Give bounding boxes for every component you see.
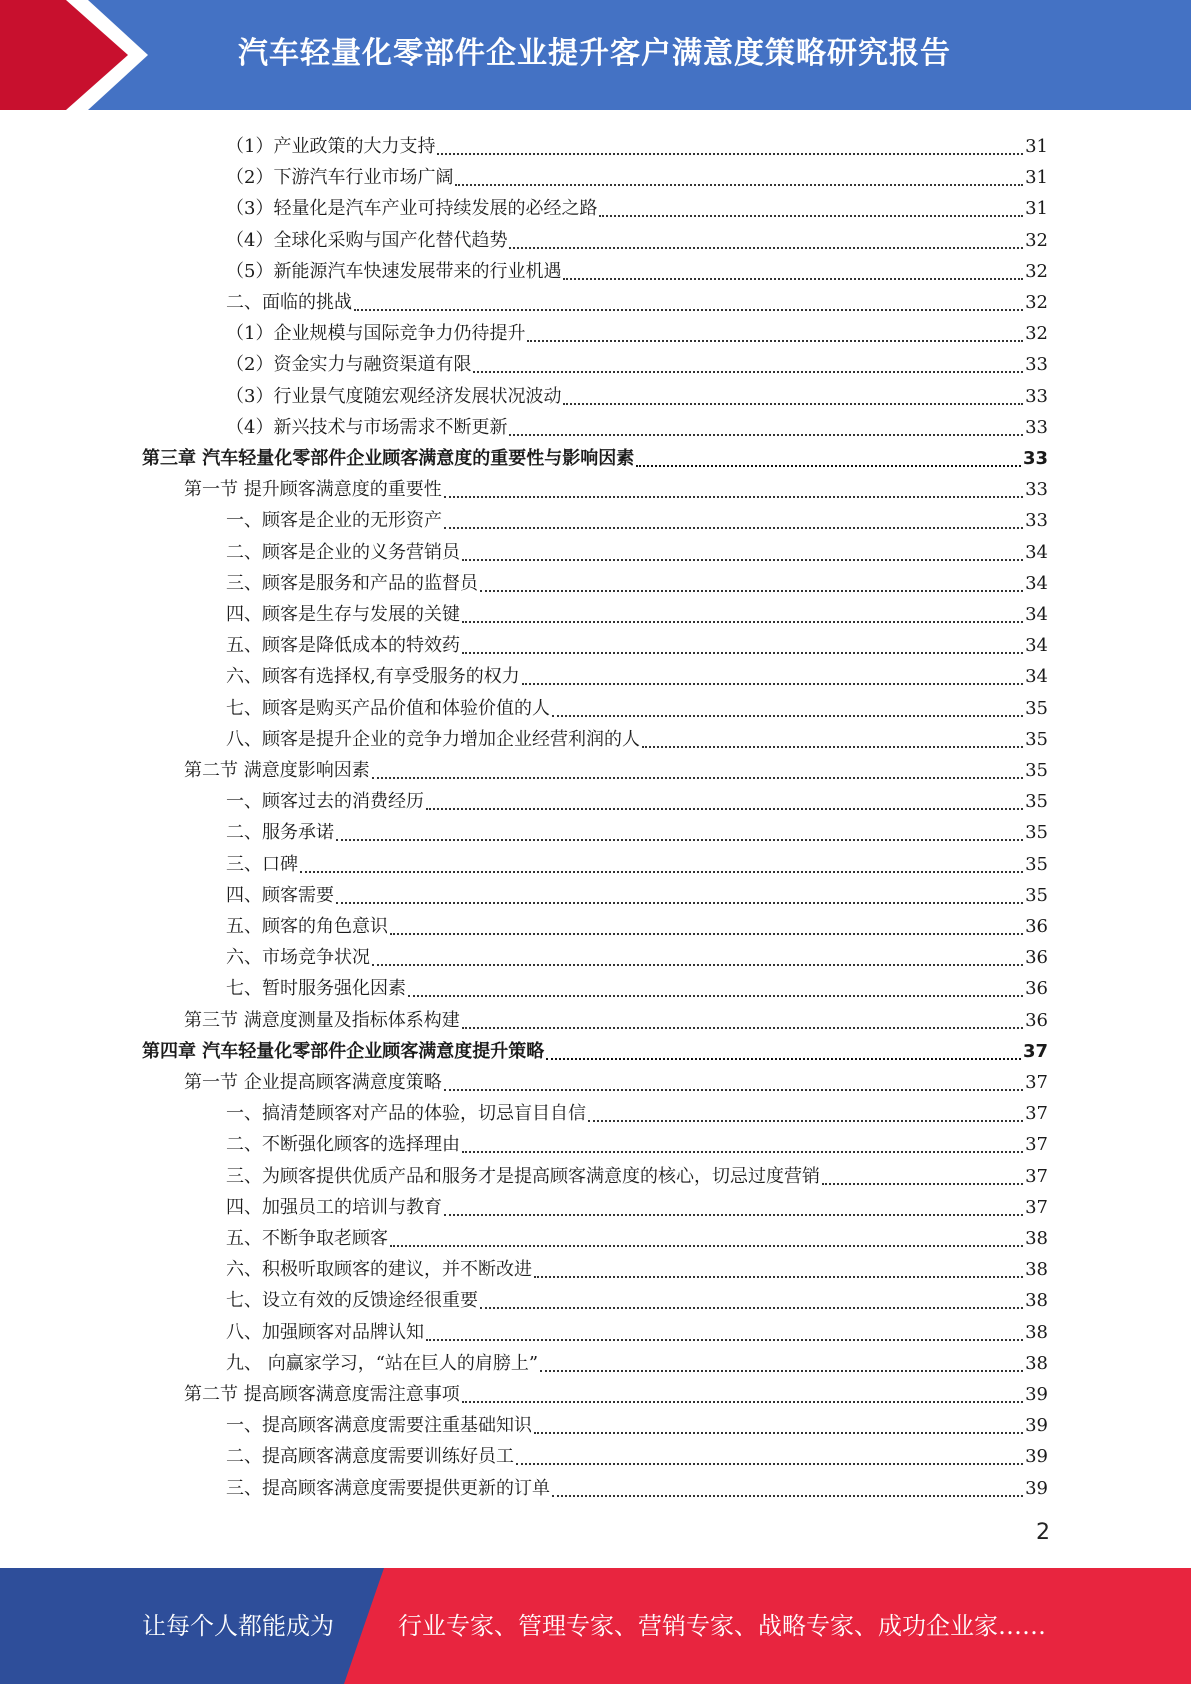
toc-entry-title: 三、提高顾客满意度需要提供更新的订单 — [226, 1477, 550, 1499]
toc-entry-page: 35 — [1025, 853, 1048, 875]
toc-entry-title: 五、顾客的角色意识 — [226, 916, 388, 937]
toc-entry[interactable] — [226, 939, 1048, 970]
toc-entry[interactable] — [226, 565, 1048, 596]
toc-entry-page: 34 — [1025, 635, 1048, 657]
toc-dot-leader — [372, 776, 1023, 779]
toc-entry[interactable] — [226, 1158, 1048, 1189]
toc-entry-page: 35 — [1025, 791, 1048, 813]
toc-entry[interactable] — [226, 908, 1048, 939]
toc-entry[interactable] — [226, 409, 1048, 440]
toc-dot-leader — [822, 1182, 1023, 1185]
toc-entry-title: 三、顾客是服务和产品的监督员 — [226, 572, 478, 594]
toc-entry-title: 六、积极听取顾客的建议，并不断改进 — [226, 1259, 532, 1281]
toc-entry-page: 35 — [1025, 760, 1048, 781]
page-footer — [0, 1568, 1191, 1684]
toc-dot-leader — [444, 1213, 1023, 1216]
toc-entry[interactable] — [184, 471, 1048, 502]
toc-dot-leader — [540, 1369, 1023, 1372]
toc-entry-title: 一、搞清楚顾客对产品的体验，切忌盲目自信 — [226, 1103, 586, 1125]
toc-dot-leader — [563, 402, 1023, 405]
toc-entry-page: 32 — [1025, 260, 1048, 282]
toc-entry[interactable] — [226, 1220, 1048, 1251]
toc-entry-page: 31 — [1025, 136, 1048, 157]
toc-entry-title: 五、顾客是降低成本的特效药 — [226, 635, 460, 657]
toc-entry-page: 37 — [1025, 1196, 1048, 1218]
page-number: 2 — [1036, 1520, 1050, 1545]
toc-dot-leader — [534, 1431, 1023, 1434]
toc-dot-leader — [588, 1119, 1023, 1122]
footer-slogan-right: 行业专家、管理专家、营销专家、战略专家、成功企业家…… — [398, 1612, 1046, 1640]
toc-dot-leader — [534, 1275, 1023, 1278]
toc-entry[interactable] — [226, 346, 1048, 377]
toc-entry-page: 35 — [1025, 697, 1048, 719]
toc-entry[interactable] — [226, 222, 1048, 253]
toc-entry-title: 八、加强顾客对品牌认知 — [226, 1321, 424, 1343]
toc-entry-title: （1）产业政策的大力支持 — [226, 136, 436, 157]
toc-entry-page: 33 — [1025, 479, 1048, 501]
toc-entry-title: 一、提高顾客满意度需要注重基础知识 — [226, 1415, 532, 1437]
toc-entry-page: 35 — [1025, 822, 1048, 844]
toc-dot-leader — [462, 651, 1023, 654]
toc-entry[interactable] — [226, 1438, 1048, 1469]
toc-entry-title: 一、顾客过去的消费经历 — [226, 791, 424, 813]
header-red-arrow-icon — [0, 0, 160, 110]
toc-entry-page: 39 — [1025, 1446, 1048, 1468]
toc-entry-title: 二、顾客是企业的义务营销员 — [226, 541, 460, 563]
toc-dot-leader — [390, 1244, 1023, 1247]
toc-entry-title: 第三章 汽车轻量化零部件企业顾客满意度的重要性与影响因素 — [142, 448, 635, 469]
toc-dot-leader — [480, 1306, 1023, 1309]
toc-entry-title: 三、为顾客提供优质产品和服务才是提高顾客满意度的核心，切忌过度营销 — [226, 1165, 820, 1187]
toc-entry-page: 39 — [1025, 1415, 1048, 1437]
toc-entry[interactable] — [226, 970, 1048, 1001]
toc-entry[interactable] — [226, 846, 1048, 877]
toc-entry-page: 38 — [1025, 1259, 1048, 1281]
toc-entry[interactable] — [226, 284, 1048, 315]
footer-slogan-left: 让每个人都能成为 — [142, 1612, 334, 1640]
toc-entry[interactable] — [184, 1064, 1048, 1095]
toc-entry-title: 第二节 提高顾客满意度需注意事项 — [184, 1384, 460, 1405]
toc-dot-leader — [444, 1088, 1023, 1091]
toc-dot-leader — [509, 246, 1023, 249]
toc-entry[interactable] — [226, 1189, 1048, 1220]
toc-entry-title: 二、服务承诺 — [226, 822, 334, 844]
toc-dot-leader — [546, 1057, 1021, 1060]
toc-entry-title: 第四章 汽车轻量化零部件企业顾客满意度提升策略 — [142, 1040, 545, 1062]
toc-entry-title: 七、设立有效的反馈途经很重要 — [226, 1290, 478, 1312]
toc-entry-title: （4）全球化采购与国产化替代趋势 — [226, 229, 508, 251]
toc-dot-leader — [444, 495, 1023, 498]
toc-entry-title: 第二节 满意度影响因素 — [184, 760, 370, 781]
toc-entry-title: （1）企业规模与国际竞争力仍待提升 — [226, 323, 526, 345]
toc-dot-leader — [599, 214, 1023, 217]
toc-dot-leader — [437, 152, 1023, 155]
toc-entry-title: （3）轻量化是汽车产业可持续发展的必经之路 — [226, 198, 598, 220]
toc-entry-page: 39 — [1025, 1477, 1048, 1499]
toc-dot-leader — [426, 807, 1023, 810]
toc-entry[interactable] — [142, 1033, 1048, 1064]
toc-dot-leader — [636, 464, 1021, 467]
toc-dot-leader — [390, 932, 1023, 935]
toc-entry[interactable] — [226, 534, 1048, 565]
toc-dot-leader — [642, 745, 1023, 748]
toc-entry-title: 七、暂时服务强化因素 — [226, 978, 406, 1000]
toc-entry[interactable] — [226, 190, 1048, 221]
toc-entry-page: 32 — [1025, 229, 1048, 251]
toc-entry-page: 37 — [1025, 1103, 1048, 1125]
toc-dot-leader — [473, 370, 1023, 373]
toc-entry-page: 39 — [1025, 1384, 1048, 1405]
toc-entry-title: （5）新能源汽车快速发展带来的行业机遇 — [226, 260, 562, 282]
toc-entry-page: 33 — [1025, 354, 1048, 376]
toc-entry[interactable] — [226, 1282, 1048, 1313]
toc-dot-leader — [527, 339, 1023, 342]
toc-entry[interactable] — [142, 440, 1048, 471]
toc-entry[interactable] — [226, 1095, 1048, 1126]
toc-entry-title: 五、不断争取老顾客 — [226, 1228, 388, 1249]
toc-entry-title: 七、顾客是购买产品价值和体验价值的人 — [226, 697, 550, 719]
toc-entry[interactable] — [226, 877, 1048, 908]
toc-dot-leader — [480, 589, 1023, 592]
toc-dot-leader — [408, 994, 1023, 997]
toc-entry-page: 38 — [1025, 1290, 1048, 1312]
toc-entry[interactable] — [226, 253, 1048, 284]
toc-entry-page: 32 — [1025, 292, 1048, 313]
toc-entry[interactable] — [226, 783, 1048, 814]
toc-entry-title: 第三节 满意度测量及指标体系构建 — [184, 1009, 460, 1031]
toc-entry-title: 八、顾客是提升企业的竞争力增加企业经营利润的人 — [226, 728, 640, 750]
toc-entry-page: 34 — [1025, 604, 1048, 625]
toc-dot-leader — [426, 1338, 1023, 1341]
toc-entry-page: 34 — [1025, 541, 1048, 563]
toc-entry-title: 四、加强员工的培训与教育 — [226, 1196, 442, 1218]
toc-dot-leader — [552, 1494, 1023, 1497]
toc-dot-leader — [300, 870, 1023, 873]
toc-entry-page: 33 — [1025, 385, 1048, 407]
toc-entry[interactable] — [226, 1314, 1048, 1345]
toc-entry[interactable] — [226, 128, 1048, 159]
toc-dot-leader — [462, 620, 1023, 623]
toc-entry[interactable] — [226, 1251, 1048, 1282]
toc-entry-page: 33 — [1022, 448, 1048, 469]
toc-entry[interactable] — [184, 752, 1048, 783]
toc-entry-page: 36 — [1025, 978, 1048, 1000]
toc-entry-page: 36 — [1025, 1009, 1048, 1031]
toc-dot-leader — [336, 838, 1023, 841]
toc-entry-title: 四、顾客是生存与发展的关键 — [226, 604, 460, 625]
toc-entry-page: 37 — [1025, 1072, 1048, 1093]
toc-entry-page: 37 — [1022, 1040, 1048, 1062]
toc-entry[interactable] — [226, 690, 1048, 721]
toc-dot-leader — [552, 714, 1023, 717]
toc-entry[interactable] — [226, 1126, 1048, 1157]
toc-entry-page: 38 — [1025, 1352, 1048, 1374]
toc-entry[interactable] — [184, 1376, 1048, 1407]
toc-entry[interactable] — [226, 1407, 1048, 1438]
toc-entry-title: 六、市场竞争状况 — [226, 947, 370, 969]
toc-entry-title: 二、面临的挑战 — [226, 292, 352, 313]
toc-dot-leader — [563, 277, 1023, 280]
toc-entry[interactable] — [184, 1002, 1048, 1033]
toc-entry-title: （2）下游汽车行业市场广阔 — [226, 167, 454, 189]
toc-dot-leader — [372, 963, 1023, 966]
toc-entry-title: 三、口碑 — [226, 853, 298, 875]
toc-entry[interactable] — [226, 159, 1048, 190]
toc-entry[interactable] — [226, 627, 1048, 658]
page-header — [0, 0, 1191, 110]
toc-entry[interactable] — [226, 378, 1048, 409]
toc-entry[interactable] — [226, 721, 1048, 752]
report-title: 汽车轻量化零部件企业提升客户满意度策略研究报告 — [238, 36, 951, 71]
toc-dot-leader — [522, 682, 1023, 685]
toc-entry[interactable] — [226, 1470, 1048, 1501]
toc-dot-leader — [462, 1150, 1023, 1153]
toc-entry-page: 33 — [1025, 416, 1048, 438]
toc-entry-page: 31 — [1025, 167, 1048, 189]
toc-entry-page: 34 — [1025, 572, 1048, 594]
toc-entry-page: 38 — [1025, 1321, 1048, 1343]
toc-entry-page: 36 — [1025, 916, 1048, 937]
toc-entry-page: 37 — [1025, 1134, 1048, 1156]
toc-entry-title: 四、顾客需要 — [226, 884, 334, 906]
toc-entry-page: 31 — [1025, 198, 1048, 220]
toc-entry-title: 第一节 企业提高顾客满意度策略 — [184, 1072, 442, 1093]
toc-dot-leader — [462, 558, 1023, 561]
toc-dot-leader — [509, 433, 1023, 436]
toc-entry-title: 第一节 提升顾客满意度的重要性 — [184, 479, 442, 501]
toc-dot-leader — [444, 526, 1023, 529]
toc-entry[interactable] — [226, 1345, 1048, 1376]
toc-entry-title: （3）行业景气度随宏观经济发展状况波动 — [226, 385, 562, 407]
toc-entry-page: 38 — [1025, 1228, 1048, 1249]
toc-entry-page: 36 — [1025, 947, 1048, 969]
toc-dot-leader — [516, 1462, 1023, 1465]
toc-dot-leader — [336, 901, 1023, 904]
toc-entry[interactable] — [226, 315, 1048, 346]
toc-entry[interactable] — [226, 658, 1048, 689]
toc-entry-title: 二、提高顾客满意度需要训练好员工 — [226, 1446, 514, 1468]
toc-entry-title: 一、顾客是企业的无形资产 — [226, 510, 442, 532]
toc-entry-page: 37 — [1025, 1165, 1048, 1187]
toc-dot-leader — [455, 183, 1023, 186]
toc-entry-page: 35 — [1025, 728, 1048, 750]
toc-entry-page: 35 — [1025, 884, 1048, 906]
toc-entry[interactable] — [226, 596, 1048, 627]
toc-entry-title: （4）新兴技术与市场需求不断更新 — [226, 416, 508, 438]
toc-entry-title: （2）资金实力与融资渠道有限 — [226, 354, 472, 376]
toc-entry-title: 二、不断强化顾客的选择理由 — [226, 1134, 460, 1156]
toc-dot-leader — [462, 1026, 1023, 1029]
toc-entry-page: 34 — [1025, 666, 1048, 688]
toc-entry[interactable] — [226, 502, 1048, 533]
toc-entry-page: 33 — [1025, 510, 1048, 532]
toc-dot-leader — [462, 1400, 1023, 1403]
toc-entry[interactable] — [226, 814, 1048, 845]
toc-entry-title: 九、 向赢家学习，“站在巨人的肩膀上” — [226, 1352, 539, 1374]
toc-dot-leader — [354, 308, 1023, 311]
toc-entry-page: 32 — [1025, 323, 1048, 345]
toc-entry-title: 六、顾客有选择权,有享受服务的权力 — [226, 666, 520, 688]
